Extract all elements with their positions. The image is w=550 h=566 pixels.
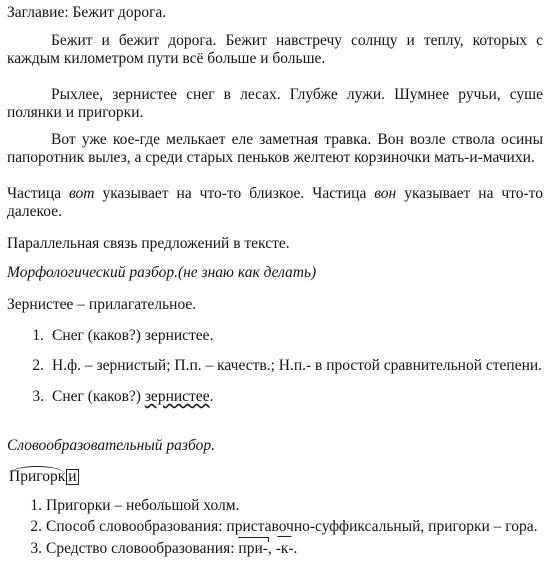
paragraph-3: Вот уже кое-где мелькает еле заметная травка. Вон возле ствола осины папоротник вылез, а среди старых пеньков желтеют корзиночки мать-и-мачихи. [7,131,543,166]
word-formation-heading: Словообразовательный разбор. [7,437,215,454]
particles-text-b: указывает на что-то близкое. Частица [94,185,375,202]
prefix-marked: при- [238,540,268,557]
paragraph-particles [7,185,543,221]
morph-item-text-before: Снег (каков?) [52,388,145,405]
morph-item-number: 2. [32,357,44,374]
particle-von: вон [374,185,397,202]
morph-item-number: 3. [32,388,44,405]
word-item-text: Пригорки – небольшой холм. [46,497,240,514]
suffix-marked: -к- [275,540,294,557]
word-item-text-after: . [293,540,298,557]
morph-item-text-after: . [209,388,214,405]
word-item-text: Способ словообразования: приставочно-суффиксальный, пригорки – гора. [46,518,538,535]
morph-word-line: Зернистее – прилагательное. [7,296,197,313]
underlined-word: зернистее [144,388,210,405]
word-item-number: 1. [30,497,42,514]
word-item-number: 3. [30,540,42,557]
particles-text-c: указывает на что-то далекое. [7,185,543,220]
word-item-number: 2. [30,518,42,535]
morph-item-number: 1. [32,327,44,344]
title-line: Заглавие: Бежит дорога. [7,4,167,21]
morph-heading: Морфологический разбор.(не знаю как делать) [7,264,317,281]
paragraph-2: Рыхлее, зернистее снег в лесах. Глубже лужи. Шумнее ручьи, суше полянки и пригорки. [7,86,543,121]
morpheme-breakdown [7,468,81,486]
word-item-text [46,540,297,558]
morph-item-text [52,388,213,406]
word-root: Пригорк [9,468,66,485]
particle-vot: вот [69,185,95,202]
morph-item-text: Снег (каков?) зернистее. [52,327,214,344]
word-item-separator: , [267,540,276,557]
morph-item-text: Н.ф. – зернистый; П.п. – качеств.; Н.п.- в простой сравнительной степени. [52,357,543,374]
parallel-connection-line: Параллельная связь предложений в тексте. [7,235,290,252]
word-morpheme-diagram [7,468,81,486]
paragraph-1: Бежит и бежит дорога. Бежит навстречу солнцу и теплу, которых с каждым километром пути всё больше и больше. [7,32,543,67]
word-ending-box: и [68,468,77,485]
word-item-text-before: Средство словообразования: [46,540,239,557]
particles-text-a: Частица [7,185,70,202]
